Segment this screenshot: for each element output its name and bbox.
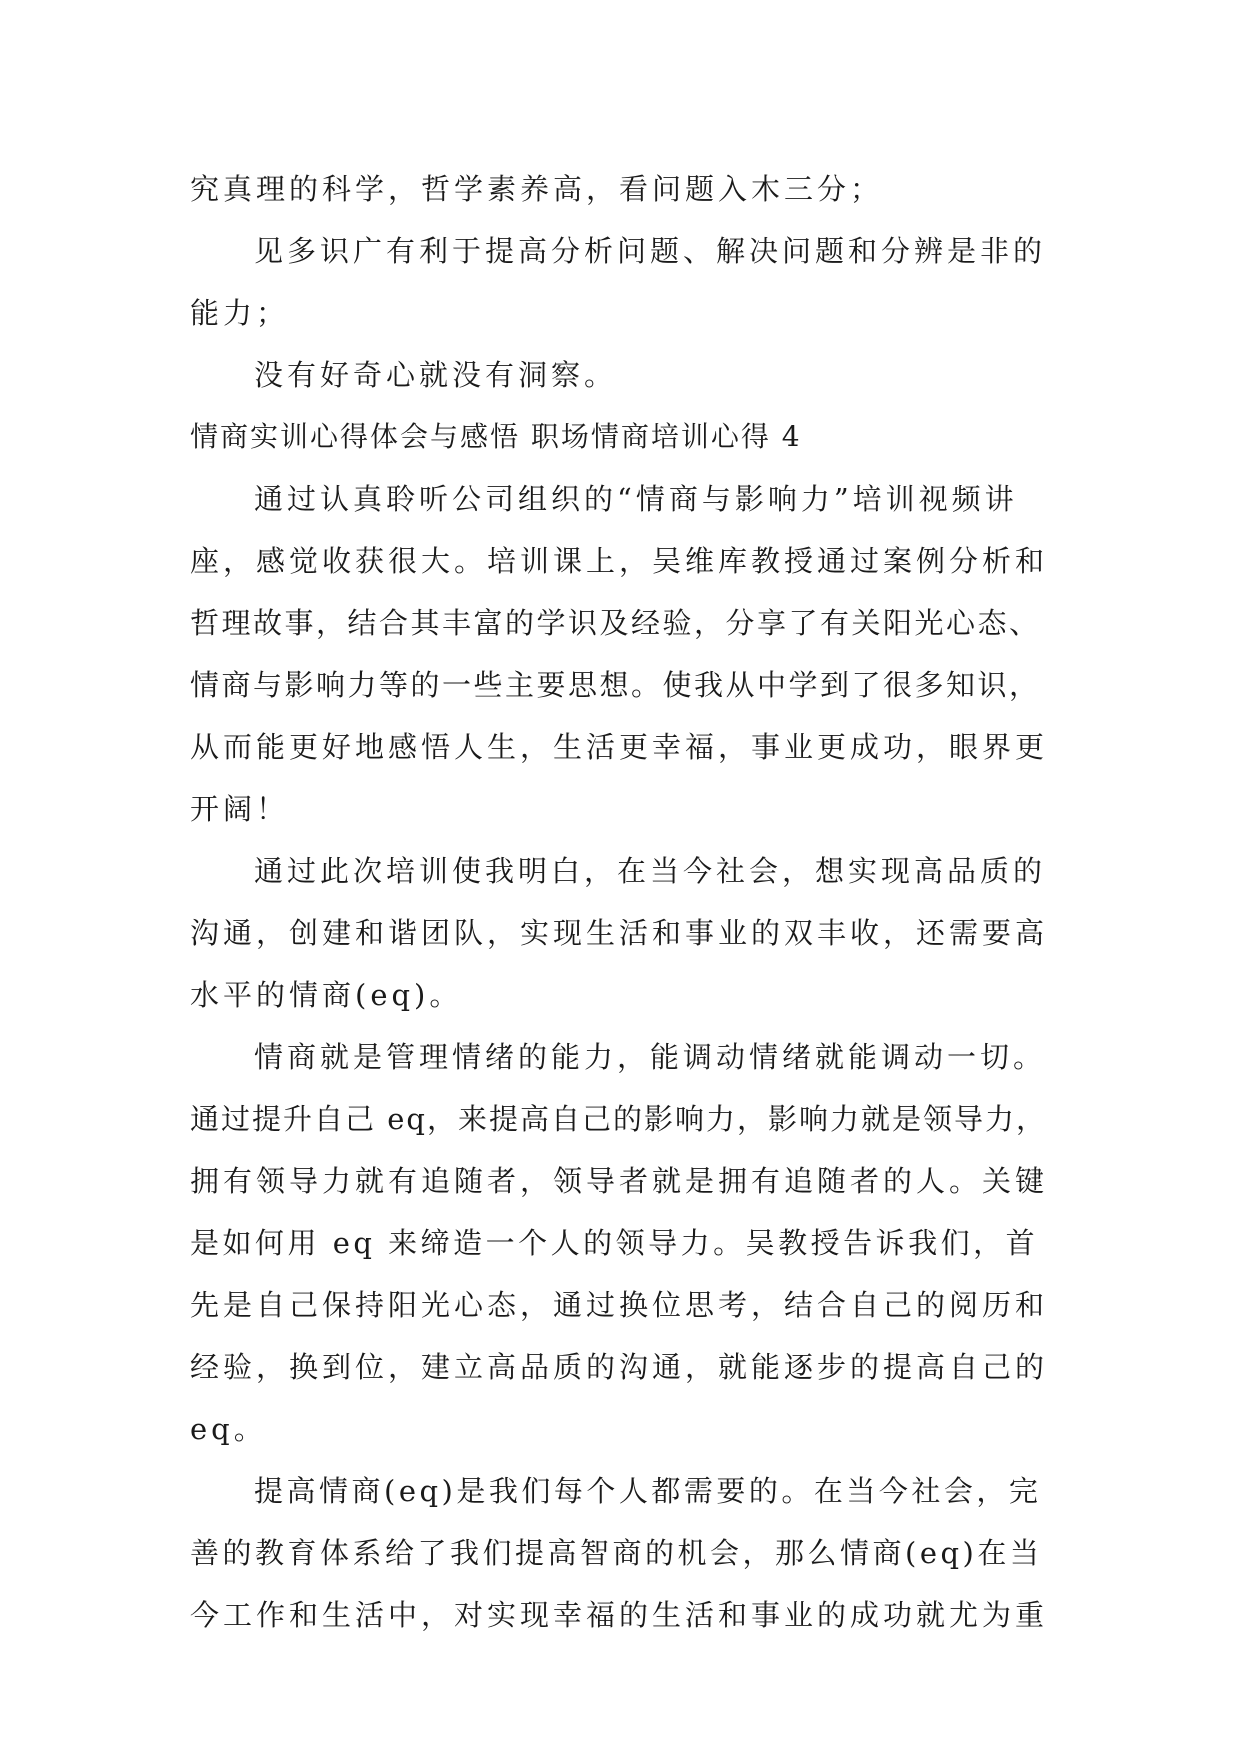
text-line: 今工作和生活中，对实现幸福的生活和事业的成功就尤为重 bbox=[190, 1598, 1049, 1632]
text-line: 水平的情商(eq)。 bbox=[190, 978, 463, 1012]
text-line: 善的教育体系给了我们提高智商的机会，那么情商(eq)在当 bbox=[190, 1536, 1043, 1570]
text-line: 是如何用 eq 来缔造一个人的领导力。吴教授告诉我们，首 bbox=[190, 1226, 1039, 1260]
text-line: 拥有领导力就有追随者，领导者就是拥有追随者的人。关键 bbox=[190, 1164, 1049, 1198]
text-line: 座，感觉收获很大。培训课上，吴维库教授通过案例分析和 bbox=[190, 544, 1049, 578]
text-line: 能力； bbox=[190, 296, 290, 330]
text-line: 通过此次培训使我明白，在当今社会，想实现高品质的 bbox=[254, 854, 1047, 888]
text-line: 从而能更好地感悟人生，生活更幸福，事业更成功，眼界更 bbox=[190, 730, 1049, 764]
text-line: eq。 bbox=[190, 1412, 267, 1446]
text-line: 提高情商(eq)是我们每个人都需要的。在当今社会，完 bbox=[254, 1474, 1042, 1508]
text-line: 先是自己保持阳光心态，通过换位思考，结合自己的阅历和 bbox=[190, 1288, 1049, 1322]
text-line: 经验，换到位，建立高品质的沟通，就能逐步的提高自己的 bbox=[190, 1350, 1049, 1384]
text-line: 通过提升自己 eq，来提高自己的影响力，影响力就是领导力， bbox=[190, 1102, 1047, 1136]
text-line: 开阔！ bbox=[190, 792, 290, 826]
text-line: 究真理的科学，哲学素养高，看问题入木三分； bbox=[190, 172, 884, 206]
text-line: 通过认真聆听公司组织的“情商与影响力”培训视频讲 bbox=[254, 482, 1018, 516]
document-body bbox=[190, 158, 1050, 1646]
text-line: 没有好奇心就没有洞察。 bbox=[254, 358, 618, 392]
text-line: 哲理故事，结合其丰富的学识及经验，分享了有关阳光心态、 bbox=[190, 606, 1041, 640]
text-line: 情商就是管理情绪的能力，能调动情绪就能调动一切。 bbox=[254, 1040, 1047, 1074]
section-heading: 情商实训心得体会与感悟 职场情商培训心得 4 bbox=[190, 420, 802, 453]
text-line: 情商与影响力等的一些主要思想。使我从中学到了很多知识， bbox=[190, 668, 1041, 702]
text-line: 见多识广有利于提高分析问题、解决问题和分辨是非的 bbox=[254, 234, 1047, 268]
text-line: 沟通，创建和谐团队，实现生活和事业的双丰收，还需要高 bbox=[190, 916, 1049, 950]
